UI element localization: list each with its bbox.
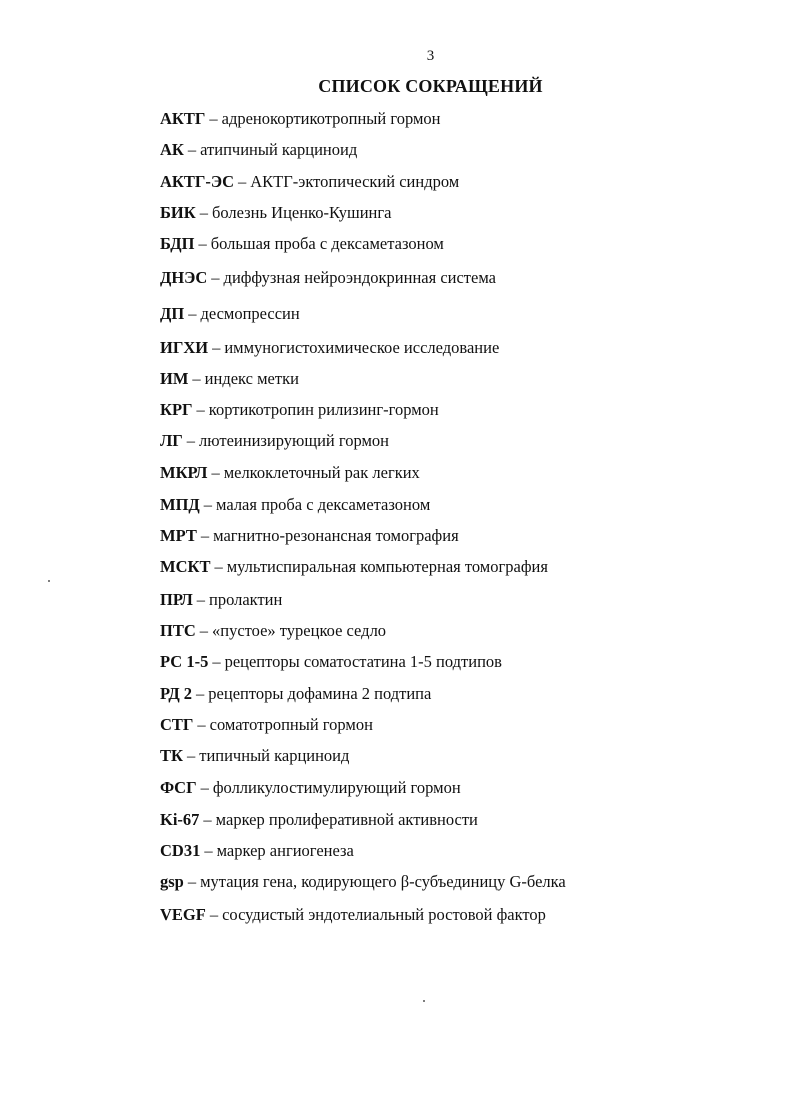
abbreviation-definition: диффузная нейроэндокринная система bbox=[223, 268, 496, 287]
page-number: 3 bbox=[426, 48, 435, 64]
abbreviation-separator: – bbox=[237, 172, 247, 191]
abbreviation-entry bbox=[160, 463, 420, 483]
abbreviation-term: ТК bbox=[160, 746, 183, 765]
abbreviation-separator: – bbox=[204, 841, 213, 860]
abbreviation-term: ПРЛ bbox=[160, 590, 193, 609]
abbreviation-entry bbox=[160, 234, 444, 254]
abbreviation-term: БДП bbox=[160, 234, 195, 253]
abbreviation-term: РД 2 bbox=[160, 684, 193, 703]
abbreviation-term: CD31 bbox=[160, 841, 201, 860]
abbreviation-entry bbox=[160, 778, 461, 798]
abbreviation-entry bbox=[160, 841, 354, 861]
abbreviation-term: ИМ bbox=[160, 369, 189, 388]
abbreviation-term: МСКТ bbox=[160, 557, 211, 576]
abbreviation-separator: – bbox=[196, 590, 205, 609]
abbreviation-definition: сосудистый эндотелиальный ростовой фактор bbox=[222, 905, 546, 924]
abbreviation-entry bbox=[160, 905, 546, 925]
abbreviation-definition: атипчиный карциноид bbox=[200, 140, 358, 159]
abbreviation-definition: «пустое» турецкое седло bbox=[212, 621, 387, 640]
page-title: СПИСОК СОКРАЩЕНИЙ bbox=[318, 76, 543, 96]
abbreviation-term: КРГ bbox=[160, 400, 193, 419]
scan-speck bbox=[423, 1000, 425, 1002]
abbreviation-separator: – bbox=[187, 140, 197, 159]
abbreviation-separator: – bbox=[200, 778, 209, 797]
abbreviation-definition: кортикотропин рилизинг-гормон bbox=[208, 400, 439, 419]
abbreviation-term: ДНЭС bbox=[160, 268, 208, 287]
abbreviation-term: АК bbox=[160, 140, 184, 159]
abbreviation-entry bbox=[160, 810, 478, 830]
abbreviation-definition: пролактин bbox=[208, 590, 283, 609]
abbreviation-definition: мелкоклеточный рак легких bbox=[223, 463, 420, 482]
abbreviation-term: МПД bbox=[160, 495, 200, 514]
abbreviation-term: АКТГ bbox=[160, 109, 206, 128]
abbreviation-entry bbox=[160, 872, 566, 892]
abbreviation-entry bbox=[160, 526, 459, 546]
abbreviation-entry bbox=[160, 400, 439, 420]
abbreviation-term: БИК bbox=[160, 203, 196, 222]
abbreviation-separator: – bbox=[200, 526, 210, 545]
abbreviation-definition: лютеинизирующий гормон bbox=[199, 431, 389, 450]
abbreviation-term: МКРЛ bbox=[160, 463, 208, 482]
abbreviation-separator: – bbox=[188, 304, 197, 323]
abbreviation-entry bbox=[160, 304, 300, 324]
abbreviation-term: gsp bbox=[160, 872, 184, 891]
abbreviation-entry bbox=[160, 431, 389, 451]
abbreviation-entry bbox=[160, 715, 373, 735]
abbreviation-separator: – bbox=[212, 652, 221, 671]
abbreviation-separator: – bbox=[214, 557, 223, 576]
abbreviation-entry bbox=[160, 268, 496, 288]
abbreviation-definition: мутация гена, кодирующего β-субъединицу G-белка bbox=[200, 872, 566, 891]
abbreviation-definition: малая проба с дексаметазоном bbox=[216, 495, 431, 514]
abbreviation-term: ЛГ bbox=[160, 431, 183, 450]
abbreviation-separator: – bbox=[199, 621, 209, 640]
abbreviation-separator: – bbox=[186, 431, 196, 450]
abbreviation-definition: индекс метки bbox=[204, 369, 299, 388]
abbreviation-entry bbox=[160, 746, 349, 766]
abbreviation-entry bbox=[160, 621, 386, 641]
abbreviation-definition: маркер пролиферативной активности bbox=[215, 810, 478, 829]
abbreviation-term: Ki-67 bbox=[160, 810, 200, 829]
abbreviation-definition: большая проба с дексаметазоном bbox=[210, 234, 444, 253]
abbreviation-definition: рецепторы соматостатина 1-5 подтипов bbox=[224, 652, 502, 671]
abbreviation-separator: – bbox=[211, 268, 220, 287]
abbreviation-definition: соматотропный гормон bbox=[209, 715, 373, 734]
abbreviation-separator: – bbox=[186, 746, 196, 765]
abbreviation-separator: – bbox=[209, 905, 219, 924]
abbreviation-entry bbox=[160, 369, 299, 389]
abbreviation-separator: – bbox=[196, 684, 205, 703]
abbreviation-separator: – bbox=[198, 234, 207, 253]
abbreviation-separator: – bbox=[209, 109, 218, 128]
abbreviation-term: АКТГ-ЭС bbox=[160, 172, 234, 191]
abbreviation-separator: – bbox=[203, 495, 213, 514]
abbreviation-definition: иммуногистохимическое исследование bbox=[224, 338, 500, 357]
abbreviation-entry bbox=[160, 590, 282, 610]
abbreviation-definition: болезнь Иценко-Кушинга bbox=[211, 203, 392, 222]
abbreviation-definition: десмопрессин bbox=[200, 304, 300, 323]
scan-speck bbox=[48, 580, 50, 582]
abbreviation-definition: АКТГ-эктопический синдром bbox=[250, 172, 460, 191]
abbreviation-definition: магнитно-резонансная томография bbox=[213, 526, 459, 545]
abbreviation-definition: рецепторы дофамина 2 подтипа bbox=[208, 684, 432, 703]
abbreviation-term: ПТС bbox=[160, 621, 196, 640]
abbreviation-entry bbox=[160, 338, 499, 358]
abbreviation-entry bbox=[160, 203, 391, 223]
abbreviation-definition: типичный карциноид bbox=[199, 746, 350, 765]
abbreviation-separator: – bbox=[211, 463, 220, 482]
abbreviation-term: ФСГ bbox=[160, 778, 197, 797]
abbreviation-term: СТГ bbox=[160, 715, 194, 734]
abbreviation-definition: адренокортикотропный гормон bbox=[221, 109, 441, 128]
abbreviation-term: РС 1-5 bbox=[160, 652, 209, 671]
abbreviation-separator: – bbox=[187, 872, 197, 891]
abbreviation-separator: – bbox=[212, 338, 221, 357]
abbreviation-entry bbox=[160, 140, 357, 160]
abbreviation-term: МРТ bbox=[160, 526, 197, 545]
abbreviation-definition: мультиспиральная компьютерная томография bbox=[226, 557, 548, 576]
abbreviation-separator: – bbox=[196, 400, 205, 419]
abbreviation-entry bbox=[160, 495, 430, 515]
abbreviation-entry bbox=[160, 684, 431, 704]
abbreviation-definition: маркер ангиогенеза bbox=[216, 841, 354, 860]
abbreviation-entry bbox=[160, 172, 459, 192]
abbreviation-separator: – bbox=[197, 715, 206, 734]
abbreviation-separator: – bbox=[203, 810, 212, 829]
abbreviation-entry bbox=[160, 557, 548, 577]
abbreviation-term: VEGF bbox=[160, 905, 206, 924]
abbreviation-separator: – bbox=[192, 369, 201, 388]
abbreviation-separator: – bbox=[199, 203, 208, 222]
abbreviation-term: ДП bbox=[160, 304, 185, 323]
abbreviation-term: ИГХИ bbox=[160, 338, 209, 357]
abbreviation-entry bbox=[160, 109, 440, 129]
abbreviation-definition: фолликулостимулирующий гормон bbox=[212, 778, 461, 797]
abbreviation-entry bbox=[160, 652, 502, 672]
